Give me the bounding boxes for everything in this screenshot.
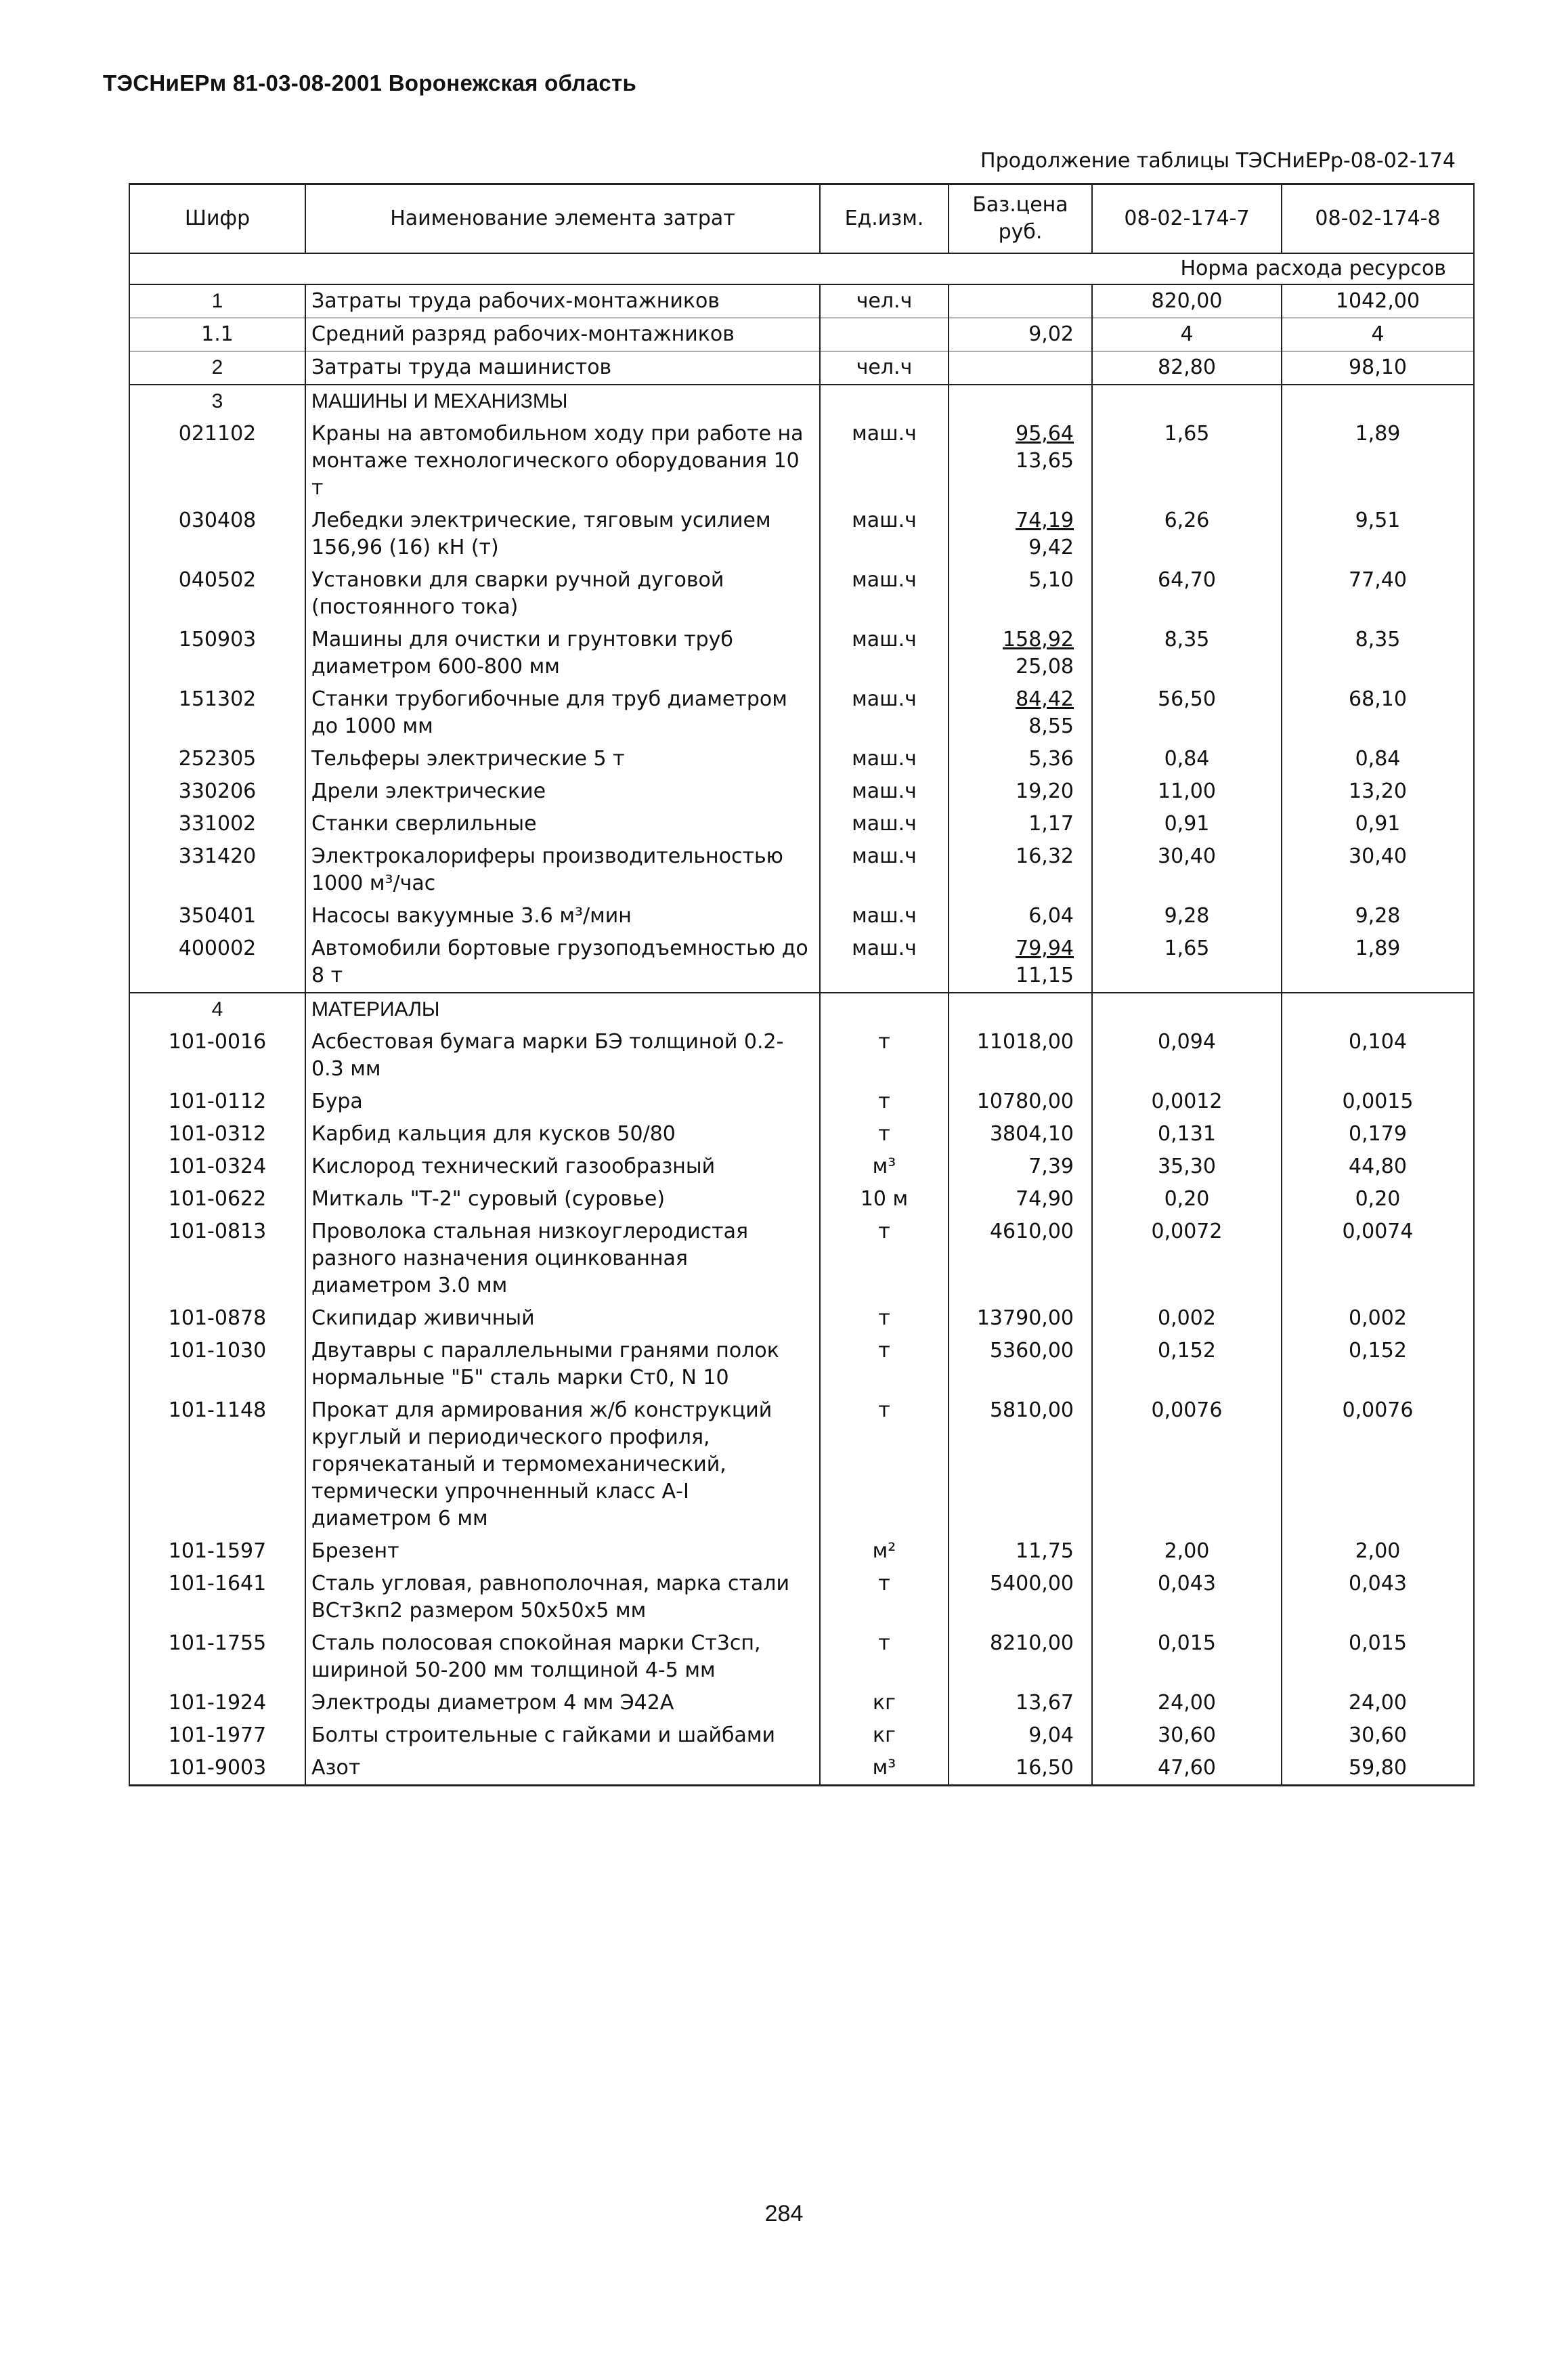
page-number: 284	[764, 2201, 804, 2227]
cell-price	[949, 993, 1092, 1026]
cell-code: 4	[129, 993, 305, 1026]
cell-price	[949, 900, 1092, 932]
table-row	[129, 385, 1474, 418]
cell-name: Брезент	[305, 1535, 820, 1568]
cell-unit: т	[820, 1394, 949, 1535]
cell-price	[949, 1627, 1092, 1687]
cell-norm-8: 1,89	[1282, 932, 1474, 993]
cell-norm-7: 1,65	[1092, 932, 1282, 993]
cell-code: 2	[129, 351, 305, 385]
cell-price	[949, 318, 1092, 351]
cell-code: 101-1755	[129, 1627, 305, 1687]
document-header: ТЭСНиЕРм 81-03-08-2001 Воронежская область	[103, 70, 637, 95]
cell-code: 151302	[129, 683, 305, 743]
cell-price	[949, 1335, 1092, 1394]
cell-norm-8: 2,00	[1282, 1535, 1474, 1568]
cell-name: Лебедки электрические, тяговым усилием 156,96 (16) кН (т)	[305, 504, 820, 564]
price-value: 16,50	[1016, 1756, 1074, 1780]
cell-price	[949, 1752, 1092, 1786]
cell-code: 331420	[129, 840, 305, 900]
cell-norm-8: 0,20	[1282, 1183, 1474, 1216]
cell-norm-8: 0,91	[1282, 808, 1474, 840]
cell-price	[949, 1216, 1092, 1302]
table-row	[129, 775, 1474, 808]
cell-norm-7	[1092, 993, 1282, 1026]
price-value: 9,02	[1028, 322, 1074, 346]
table-row	[129, 504, 1474, 564]
cell-norm-8: 0,0076	[1282, 1394, 1474, 1535]
cell-name: МАШИНЫ И МЕХАНИЗМЫ	[305, 385, 820, 418]
cell-code: 330206	[129, 775, 305, 808]
cell-norm-8: 98,10	[1282, 351, 1474, 385]
price-value: 79,94	[1016, 937, 1074, 960]
cell-norm-7	[1092, 385, 1282, 418]
cell-price	[949, 1719, 1092, 1752]
table-row	[129, 564, 1474, 624]
cell-unit: т	[820, 1086, 949, 1118]
column-header-code: Шифр	[129, 184, 305, 254]
table-row	[129, 351, 1474, 385]
cell-name: Тельферы электрические 5 т	[305, 743, 820, 775]
price-value: 11,75	[1016, 1539, 1074, 1563]
table-row	[129, 1026, 1474, 1086]
cell-code: 1	[129, 284, 305, 318]
cell-norm-7: 0,002	[1092, 1302, 1282, 1335]
cell-name: Миткаль "Т-2" суровый (суровье)	[305, 1183, 820, 1216]
cell-name: Проволока стальная низкоуглеродистая разного назначения оцинкованная диаметром 3.0 мм	[305, 1216, 820, 1302]
cell-unit: т	[820, 1335, 949, 1394]
price-value: 5,10	[1028, 568, 1074, 592]
table-row	[129, 932, 1474, 993]
cell-name: Кислород технический газообразный	[305, 1151, 820, 1183]
price-value: 9,04	[1028, 1723, 1074, 1747]
cell-norm-7: 47,60	[1092, 1752, 1282, 1786]
cell-unit: маш.ч	[820, 775, 949, 808]
cell-norm-8: 9,51	[1282, 504, 1474, 564]
cell-price	[949, 624, 1092, 683]
cell-norm-7: 4	[1092, 318, 1282, 351]
cell-code: 030408	[129, 504, 305, 564]
cell-norm-8: 0,015	[1282, 1627, 1474, 1687]
cell-unit: т	[820, 1216, 949, 1302]
cell-norm-8: 0,84	[1282, 743, 1474, 775]
cell-norm-7: 0,0072	[1092, 1216, 1282, 1302]
cell-code: 101-0622	[129, 1183, 305, 1216]
cell-norm-7: 24,00	[1092, 1687, 1282, 1719]
table-row	[129, 1568, 1474, 1627]
cell-price	[949, 284, 1092, 318]
cell-norm-7: 56,50	[1092, 683, 1282, 743]
cell-unit: кг	[820, 1719, 949, 1752]
cell-unit: м³	[820, 1151, 949, 1183]
cell-norm-8: 0,043	[1282, 1568, 1474, 1627]
price-machinist-value: 11,15	[1016, 964, 1074, 987]
table-row	[129, 808, 1474, 840]
price-value: 8210,00	[989, 1631, 1074, 1655]
table-row	[129, 418, 1474, 504]
cell-unit: т	[820, 1568, 949, 1627]
cell-price	[949, 1568, 1092, 1627]
cell-code: 400002	[129, 932, 305, 993]
price-value: 84,42	[1016, 687, 1074, 711]
cell-norm-7: 0,131	[1092, 1118, 1282, 1151]
price-value: 1,17	[1028, 812, 1074, 836]
table-row	[129, 1752, 1474, 1786]
cell-norm-8: 0,179	[1282, 1118, 1474, 1151]
cell-unit: маш.ч	[820, 624, 949, 683]
continuation-label: Продолжение таблицы ТЭСНиЕРр-08-02-174	[980, 149, 1456, 173]
cell-norm-7: 0,91	[1092, 808, 1282, 840]
cell-price	[949, 840, 1092, 900]
cell-unit: маш.ч	[820, 808, 949, 840]
cell-norm-7: 0,015	[1092, 1627, 1282, 1687]
cell-code: 252305	[129, 743, 305, 775]
price-value: 95,64	[1016, 422, 1074, 446]
cell-norm-7: 0,20	[1092, 1183, 1282, 1216]
cell-norm-7: 64,70	[1092, 564, 1282, 624]
cell-unit	[820, 318, 949, 351]
cell-code: 101-1030	[129, 1335, 305, 1394]
price-machinist-value: 25,08	[1016, 655, 1074, 679]
column-header-name: Наименование элемента затрат	[305, 184, 820, 254]
cell-norm-7: 9,28	[1092, 900, 1282, 932]
cell-norm-8: 0,0074	[1282, 1216, 1474, 1302]
cell-name: Дрели электрические	[305, 775, 820, 808]
cell-code: 1.1	[129, 318, 305, 351]
cell-norm-7: 82,80	[1092, 351, 1282, 385]
cell-price	[949, 1026, 1092, 1086]
table-row	[129, 840, 1474, 900]
cell-price	[949, 1086, 1092, 1118]
cell-norm-8: 44,80	[1282, 1151, 1474, 1183]
cell-price	[949, 564, 1092, 624]
price-value: 4610,00	[989, 1220, 1074, 1243]
table-row	[129, 1216, 1474, 1302]
table-row	[129, 284, 1474, 318]
cell-norm-8	[1282, 993, 1474, 1026]
cell-unit: маш.ч	[820, 504, 949, 564]
price-value: 5360,00	[989, 1339, 1074, 1362]
cell-code: 101-1924	[129, 1687, 305, 1719]
cell-norm-8: 4	[1282, 318, 1474, 351]
cell-price	[949, 504, 1092, 564]
cell-norm-7: 2,00	[1092, 1535, 1282, 1568]
cell-norm-8: 77,40	[1282, 564, 1474, 624]
norm-label: Норма расхода ресурсов	[129, 253, 1474, 284]
price-value: 16,32	[1016, 844, 1074, 868]
price-value: 74,19	[1016, 509, 1074, 532]
table-row	[129, 318, 1474, 351]
cell-norm-7: 8,35	[1092, 624, 1282, 683]
table-row	[129, 1086, 1474, 1118]
cell-code: 101-1641	[129, 1568, 305, 1627]
cell-name: Станки трубогибочные для труб диаметром до 1000 мм	[305, 683, 820, 743]
cell-price	[949, 1394, 1092, 1535]
cell-name: Болты строительные с гайками и шайбами	[305, 1719, 820, 1752]
cell-unit	[820, 993, 949, 1026]
cell-name: Установки для сварки ручной дуговой (постоянного тока)	[305, 564, 820, 624]
cell-name: Скипидар живичный	[305, 1302, 820, 1335]
cell-unit: маш.ч	[820, 932, 949, 993]
cell-code: 101-0324	[129, 1151, 305, 1183]
table-body	[129, 284, 1474, 1786]
cell-name: Азот	[305, 1752, 820, 1786]
cell-norm-7: 35,30	[1092, 1151, 1282, 1183]
resource-norms-table	[129, 183, 1475, 1786]
cell-norm-8: 0,002	[1282, 1302, 1474, 1335]
cell-unit: маш.ч	[820, 564, 949, 624]
cell-norm-8: 0,152	[1282, 1335, 1474, 1394]
cell-name: Насосы вакуумные 3.6 м³/мин	[305, 900, 820, 932]
norm-label-row	[129, 253, 1474, 284]
cell-price	[949, 932, 1092, 993]
cell-code: 101-1977	[129, 1719, 305, 1752]
cell-code: 3	[129, 385, 305, 418]
cell-price	[949, 385, 1092, 418]
cell-norm-8: 30,40	[1282, 840, 1474, 900]
column-header-norm-8: 08-02-174-8	[1282, 184, 1474, 254]
cell-norm-8: 9,28	[1282, 900, 1474, 932]
cell-name: Автомобили бортовые грузоподъемностью до 8 т	[305, 932, 820, 993]
cell-name: Двутавры с параллельными гранями полок нормальные "Б" сталь марки Ст0, N 10	[305, 1335, 820, 1394]
price-value: 5810,00	[989, 1398, 1074, 1422]
cell-norm-7: 0,84	[1092, 743, 1282, 775]
table-row	[129, 1394, 1474, 1535]
cell-norm-7: 0,043	[1092, 1568, 1282, 1627]
price-value: 7,39	[1028, 1155, 1074, 1178]
price-machinist-value: 9,42	[1028, 536, 1074, 559]
table-row	[129, 1535, 1474, 1568]
cell-norm-7: 6,26	[1092, 504, 1282, 564]
cell-price	[949, 1118, 1092, 1151]
cell-unit: т	[820, 1302, 949, 1335]
table-row	[129, 683, 1474, 743]
cell-price	[949, 1535, 1092, 1568]
cell-code: 101-0878	[129, 1302, 305, 1335]
cell-norm-8: 0,0015	[1282, 1086, 1474, 1118]
price-value: 158,92	[1003, 628, 1074, 651]
cell-norm-8	[1282, 385, 1474, 418]
table-header-row	[129, 184, 1474, 254]
cell-norm-8: 1,89	[1282, 418, 1474, 504]
table-row	[129, 1719, 1474, 1752]
cell-price	[949, 743, 1092, 775]
cell-code: 150903	[129, 624, 305, 683]
price-machinist-value: 8,55	[1028, 714, 1074, 738]
cell-unit: м²	[820, 1535, 949, 1568]
table-row	[129, 1302, 1474, 1335]
cell-code: 101-9003	[129, 1752, 305, 1786]
price-value: 19,20	[1016, 779, 1074, 803]
cell-unit: т	[820, 1627, 949, 1687]
cell-norm-7: 0,152	[1092, 1335, 1282, 1394]
cell-name: Карбид кальция для кусков 50/80	[305, 1118, 820, 1151]
cell-code: 101-0312	[129, 1118, 305, 1151]
cell-code: 101-0813	[129, 1216, 305, 1302]
column-header-norm-7: 08-02-174-7	[1092, 184, 1282, 254]
cell-norm-7: 30,40	[1092, 840, 1282, 900]
cell-norm-8: 59,80	[1282, 1752, 1474, 1786]
cell-norm-8: 1042,00	[1282, 284, 1474, 318]
cell-norm-8: 13,20	[1282, 775, 1474, 808]
table-row	[129, 1151, 1474, 1183]
cell-unit	[820, 385, 949, 418]
cell-norm-7: 0,0012	[1092, 1086, 1282, 1118]
cell-price	[949, 683, 1092, 743]
table-row	[129, 1118, 1474, 1151]
cell-name: Краны на автомобильном ходу при работе на монтаже технологического оборудования 10 т	[305, 418, 820, 504]
cell-price	[949, 1183, 1092, 1216]
cell-norm-7: 0,094	[1092, 1026, 1282, 1086]
table-row	[129, 1183, 1474, 1216]
cell-unit: маш.ч	[820, 743, 949, 775]
cell-name: Сталь угловая, равнополочная, марка стали ВСт3кп2 размером 50х50х5 мм	[305, 1568, 820, 1627]
price-machinist-value: 13,65	[1016, 449, 1074, 473]
table-row	[129, 743, 1474, 775]
table-row	[129, 993, 1474, 1026]
cell-name: Прокат для армирования ж/б конструкций круглый и периодического профиля, горячекатаный и термомеханический, термически упрочненный класс А-I диаметром 6 мм	[305, 1394, 820, 1535]
cell-name: Затраты труда рабочих-монтажников	[305, 284, 820, 318]
column-header-unit: Ед.изм.	[820, 184, 949, 254]
cell-price	[949, 1302, 1092, 1335]
cell-unit: чел.ч	[820, 284, 949, 318]
cell-name: Бура	[305, 1086, 820, 1118]
cell-name: Асбестовая бумага марки БЭ толщиной 0.2-0.3 мм	[305, 1026, 820, 1086]
cell-norm-8: 24,00	[1282, 1687, 1474, 1719]
cell-code: 021102	[129, 418, 305, 504]
cell-name: Электроды диаметром 4 мм Э42А	[305, 1687, 820, 1719]
cell-unit: маш.ч	[820, 840, 949, 900]
cell-unit: т	[820, 1026, 949, 1086]
cell-unit: чел.ч	[820, 351, 949, 385]
cell-code: 331002	[129, 808, 305, 840]
cell-norm-7: 0,0076	[1092, 1394, 1282, 1535]
price-value: 13,67	[1016, 1691, 1074, 1715]
cell-code: 350401	[129, 900, 305, 932]
table-row	[129, 624, 1474, 683]
cell-norm-7: 1,65	[1092, 418, 1282, 504]
cell-norm-8: 30,60	[1282, 1719, 1474, 1752]
cell-price	[949, 775, 1092, 808]
cell-code: 101-1597	[129, 1535, 305, 1568]
cell-norm-7: 820,00	[1092, 284, 1282, 318]
price-value: 5400,00	[989, 1572, 1074, 1595]
cell-code: 040502	[129, 564, 305, 624]
cell-norm-8: 68,10	[1282, 683, 1474, 743]
price-value: 10780,00	[976, 1090, 1074, 1113]
table-row	[129, 1627, 1474, 1687]
cell-unit: 10 м	[820, 1183, 949, 1216]
cell-norm-8: 0,104	[1282, 1026, 1474, 1086]
cell-unit: кг	[820, 1687, 949, 1719]
table-row	[129, 1687, 1474, 1719]
cell-price	[949, 808, 1092, 840]
cell-name: Сталь полосовая спокойная марки Ст3сп, шириной 50-200 мм толщиной 4-5 мм	[305, 1627, 820, 1687]
price-value: 5,36	[1028, 747, 1074, 771]
cell-price	[949, 418, 1092, 504]
cell-name: Электрокалориферы производительностью 1000 м³/час	[305, 840, 820, 900]
cell-price	[949, 1687, 1092, 1719]
cell-name: Затраты труда машинистов	[305, 351, 820, 385]
cell-code: 101-1148	[129, 1394, 305, 1535]
price-value: 3804,10	[989, 1122, 1074, 1146]
price-value: 11018,00	[976, 1030, 1074, 1054]
cell-norm-7: 30,60	[1092, 1719, 1282, 1752]
cell-unit: маш.ч	[820, 683, 949, 743]
cell-price	[949, 1151, 1092, 1183]
cell-unit: т	[820, 1118, 949, 1151]
cell-code: 101-0112	[129, 1086, 305, 1118]
cell-name: Средний разряд рабочих-монтажников	[305, 318, 820, 351]
cell-price	[949, 351, 1092, 385]
cell-name: Машины для очистки и грунтовки труб диаметром 600-800 мм	[305, 624, 820, 683]
cell-norm-8: 8,35	[1282, 624, 1474, 683]
cell-unit: маш.ч	[820, 900, 949, 932]
price-value: 13790,00	[976, 1306, 1074, 1330]
table-row	[129, 1335, 1474, 1394]
column-header-price: Баз.цена руб.	[949, 184, 1092, 254]
table-row	[129, 900, 1474, 932]
cell-norm-7: 11,00	[1092, 775, 1282, 808]
price-value: 74,90	[1016, 1187, 1074, 1211]
cell-unit: м³	[820, 1752, 949, 1786]
cell-name: Станки сверлильные	[305, 808, 820, 840]
price-value: 6,04	[1028, 904, 1074, 928]
cell-code: 101-0016	[129, 1026, 305, 1086]
cell-unit: маш.ч	[820, 418, 949, 504]
cell-name: МАТЕРИАЛЫ	[305, 993, 820, 1026]
